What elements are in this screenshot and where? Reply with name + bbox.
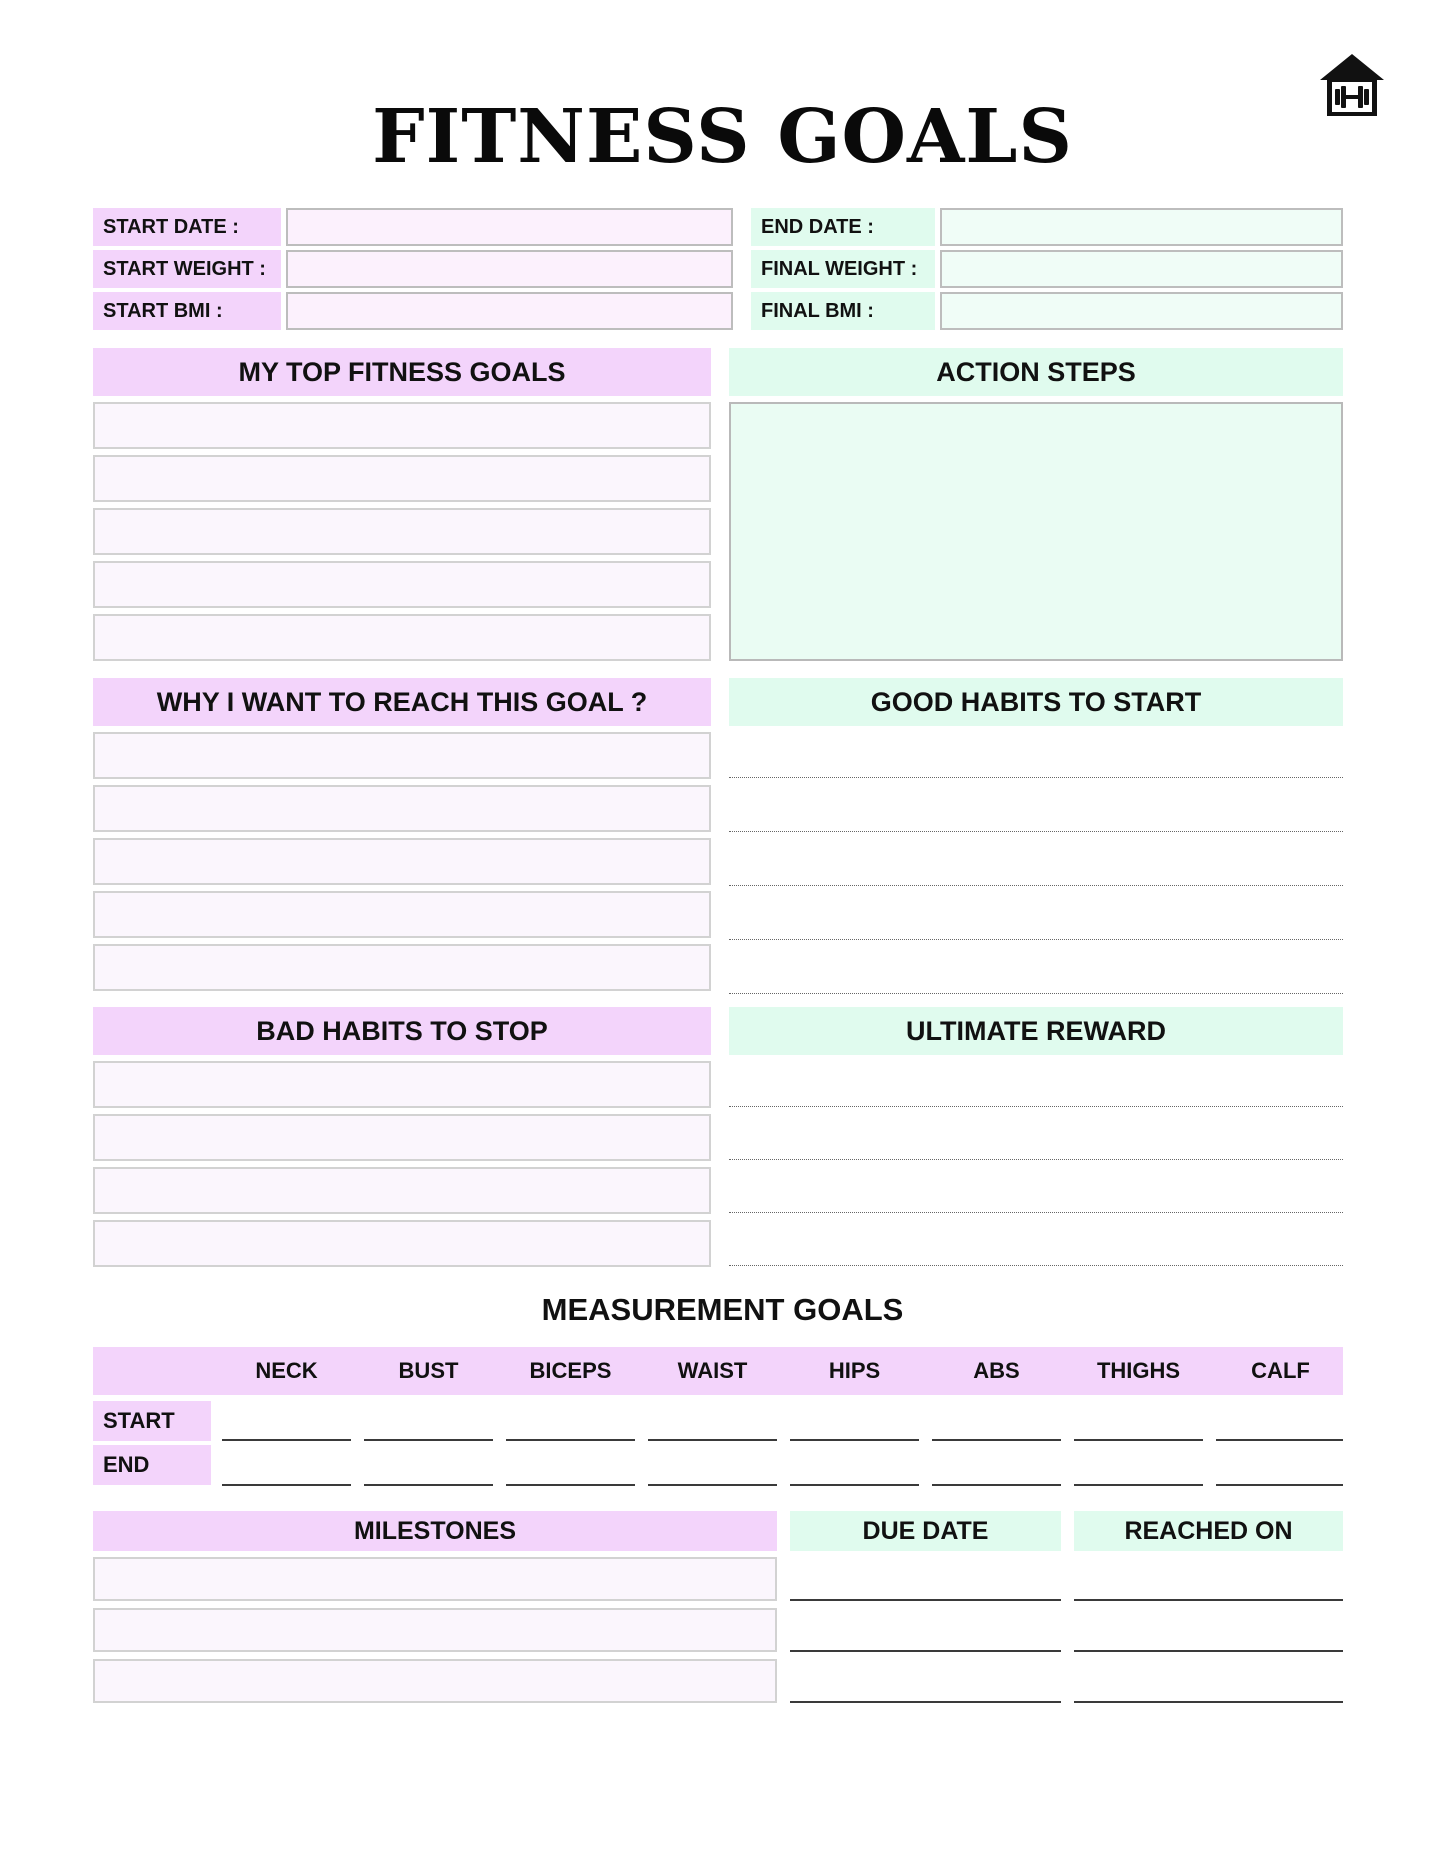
col-hips: HIPS xyxy=(828,1358,881,1383)
top-goal-field-5[interactable] xyxy=(93,614,711,661)
why-header: WHY I WANT TO REACH THIS GOAL ? xyxy=(93,678,711,726)
col-thighs: THIGHS xyxy=(1096,1358,1181,1383)
top-goal-field-4[interactable] xyxy=(93,561,711,608)
why-field-1[interactable] xyxy=(93,732,711,779)
row-end-label: END xyxy=(93,1445,211,1485)
reached-on-line-1[interactable] xyxy=(1074,1599,1343,1601)
action-steps-header: ACTION STEPS xyxy=(729,348,1343,396)
end-calf-line[interactable] xyxy=(1216,1484,1343,1486)
start-abs-line[interactable] xyxy=(932,1439,1061,1441)
good-habit-line-1[interactable] xyxy=(729,777,1343,778)
start-calf-line[interactable] xyxy=(1216,1439,1343,1441)
reward-line-3[interactable] xyxy=(729,1212,1343,1213)
end-thighs-line[interactable] xyxy=(1074,1484,1203,1486)
reward-line-4[interactable] xyxy=(729,1265,1343,1266)
page-title: FITNESS GOALS xyxy=(372,94,1073,180)
start-waist-line[interactable] xyxy=(648,1439,777,1441)
bad-habit-field-4[interactable] xyxy=(93,1220,711,1267)
top-goal-field-1[interactable] xyxy=(93,402,711,449)
start-thighs-line[interactable] xyxy=(1074,1439,1203,1441)
action-steps-area[interactable] xyxy=(729,402,1343,661)
good-habits-header: GOOD HABITS TO START xyxy=(729,678,1343,726)
milestone-field-3[interactable] xyxy=(93,1659,777,1703)
final-weight-field[interactable] xyxy=(940,250,1343,288)
col-bust: BUST xyxy=(398,1358,459,1383)
start-date-label: START DATE : xyxy=(93,208,281,246)
col-biceps: BICEPS xyxy=(529,1358,612,1383)
start-hips-line[interactable] xyxy=(790,1439,919,1441)
start-bust-line[interactable] xyxy=(364,1439,493,1441)
due-date-line-2[interactable] xyxy=(790,1650,1061,1652)
due-date-line-3[interactable] xyxy=(790,1701,1061,1703)
bad-habit-field-1[interactable] xyxy=(93,1061,711,1108)
bad-habit-field-3[interactable] xyxy=(93,1167,711,1214)
milestone-field-2[interactable] xyxy=(93,1608,777,1652)
why-field-4[interactable] xyxy=(93,891,711,938)
end-abs-line[interactable] xyxy=(932,1484,1061,1486)
milestone-field-1[interactable] xyxy=(93,1557,777,1601)
row-start-label: START xyxy=(93,1401,211,1441)
end-date-label: END DATE : xyxy=(751,208,935,246)
why-field-3[interactable] xyxy=(93,838,711,885)
final-weight-label: FINAL WEIGHT : xyxy=(751,250,935,288)
reward-line-1[interactable] xyxy=(729,1106,1343,1107)
end-hips-line[interactable] xyxy=(790,1484,919,1486)
end-neck-line[interactable] xyxy=(222,1484,351,1486)
bad-habit-field-2[interactable] xyxy=(93,1114,711,1161)
due-date-line-1[interactable] xyxy=(790,1599,1061,1601)
bad-habits-header: BAD HABITS TO STOP xyxy=(93,1007,711,1055)
col-abs: ABS xyxy=(973,1358,1020,1383)
reward-line-2[interactable] xyxy=(729,1159,1343,1160)
top-goal-field-3[interactable] xyxy=(93,508,711,555)
final-bmi-field[interactable] xyxy=(940,292,1343,330)
reached-on-line-2[interactable] xyxy=(1074,1650,1343,1652)
measurement-goals-title: MEASUREMENT GOALS xyxy=(541,1292,904,1327)
reached-on-header: REACHED ON xyxy=(1074,1511,1343,1551)
why-field-5[interactable] xyxy=(93,944,711,991)
start-bmi-label: START BMI : xyxy=(93,292,281,330)
good-habit-line-5[interactable] xyxy=(729,993,1343,994)
start-weight-field[interactable] xyxy=(286,250,733,288)
top-goal-field-2[interactable] xyxy=(93,455,711,502)
end-date-field[interactable] xyxy=(940,208,1343,246)
due-date-header: DUE DATE xyxy=(790,1511,1061,1551)
start-weight-label: START WEIGHT : xyxy=(93,250,281,288)
col-neck: NECK xyxy=(255,1358,318,1383)
top-goals-header: MY TOP FITNESS GOALS xyxy=(93,348,711,396)
good-habit-line-3[interactable] xyxy=(729,885,1343,886)
start-date-field[interactable] xyxy=(286,208,733,246)
reward-header: ULTIMATE REWARD xyxy=(729,1007,1343,1055)
col-calf: CALF xyxy=(1251,1358,1310,1383)
end-waist-line[interactable] xyxy=(648,1484,777,1486)
start-bmi-field[interactable] xyxy=(286,292,733,330)
start-neck-line[interactable] xyxy=(222,1439,351,1441)
end-bust-line[interactable] xyxy=(364,1484,493,1486)
start-biceps-line[interactable] xyxy=(506,1439,635,1441)
good-habit-line-2[interactable] xyxy=(729,831,1343,832)
final-bmi-label: FINAL BMI : xyxy=(751,292,935,330)
good-habit-line-4[interactable] xyxy=(729,939,1343,940)
home-dumbbell-icon xyxy=(1318,52,1386,118)
milestones-header: MILESTONES xyxy=(93,1511,777,1551)
col-waist: WAIST xyxy=(677,1358,748,1383)
why-field-2[interactable] xyxy=(93,785,711,832)
reached-on-line-3[interactable] xyxy=(1074,1701,1343,1703)
end-biceps-line[interactable] xyxy=(506,1484,635,1486)
